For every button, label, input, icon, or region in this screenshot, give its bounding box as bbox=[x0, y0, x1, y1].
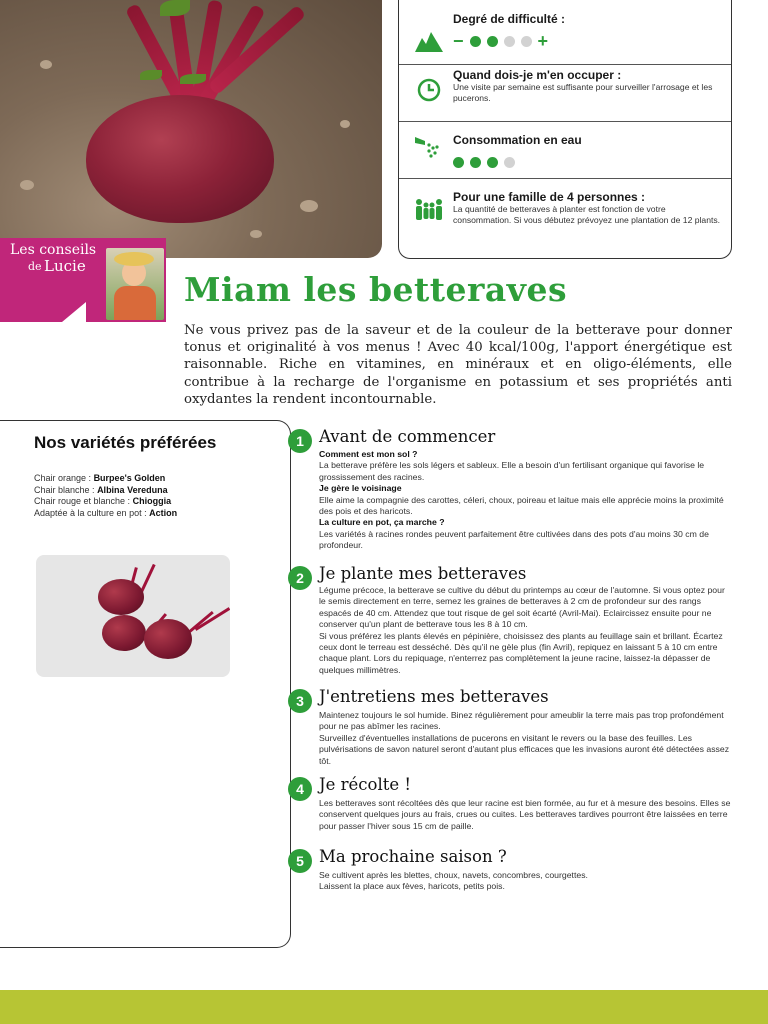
variety-item: Chair orange : Burpee's Golden bbox=[34, 473, 166, 483]
difficulty-row bbox=[399, 0, 731, 65]
water-rating bbox=[453, 157, 515, 168]
rating-dot bbox=[453, 157, 464, 168]
difficulty-title: Degré de difficulté : bbox=[453, 12, 566, 26]
step-number: 4 bbox=[288, 777, 312, 801]
footer-bar bbox=[0, 990, 768, 1024]
when-row bbox=[399, 64, 731, 122]
rating-dot bbox=[487, 36, 498, 47]
beetroots-photo bbox=[36, 555, 230, 677]
clock-icon bbox=[415, 78, 443, 102]
section-title: Je récolte ! bbox=[319, 775, 411, 794]
rating-dot bbox=[521, 36, 532, 47]
plus-icon: + bbox=[537, 31, 549, 51]
step-number: 2 bbox=[288, 566, 312, 590]
conseils-lucie-badge bbox=[0, 238, 166, 322]
variety-item: Adaptée à la culture en pot : Action bbox=[34, 507, 178, 518]
hero-beetroot-photo bbox=[0, 0, 382, 258]
section-title: Avant de commencer bbox=[319, 427, 496, 446]
rating-dot bbox=[470, 36, 481, 47]
badge-line2: de bbox=[28, 260, 42, 273]
watering-icon bbox=[415, 135, 443, 159]
family-icon bbox=[415, 198, 443, 222]
section-body: Se cultivent après les blettes, choux, navets, concombres, courgettes. Laissent la place aux fèves, haricots, petits pois. bbox=[319, 870, 588, 892]
when-title: Quand dois-je m'en occuper : bbox=[453, 68, 622, 82]
page-title: Miam les betteraves bbox=[184, 270, 568, 309]
section-body: Maintenez toujours le sol humide. Binez régulièrement pour ameublir la terre mais pas trop profondément pour ne pas abîmer les racines. Surveillez d'éventuelles installations de pucerons en visitant le revers ou la base des feuilles. Les pulvérisations de savon naturel seront d'autant plus efficaces que les invasions auront été détectées assez tôt. bbox=[319, 710, 730, 766]
info-box bbox=[398, 0, 732, 259]
rating-dot bbox=[470, 157, 481, 168]
family-text: La quantité de betteraves à planter est fonction de votre consommation. Si vous débutez prévoyez une plantation de 12 plants. bbox=[453, 204, 721, 225]
section-body: Comment est mon sol ? La betterave préfère les sols légers et sableux. Elle a besoin d'un fertilisant organique qui favorise le grossissement des racines. Je gère le voisinage Elle aime la compagnie des carottes, céleri, choux, poireau et laitue mais elle apprécie moins la proximité des pois et des haricots. La culture en pot, ça marche ? Les variétés à racines rondes peuvent parfaitement être cultivées dans des pots d'au moins 30 cm de profondeur. bbox=[319, 449, 724, 551]
section-body: Légume précoce, la betterave se cultive du début du printemps au cœur de l'automne. Si vous optez pour le semis directement en terre, semez les graines de betteraves à 2 cm de profondeur sur des rangs espacés de 40 cm. Attendez que tout risque de gel soit écarté (Avril-Mai). Eclaircissez ensuite pour ne conserver qu'un plant de betterave tous les 8 à 10 cm. Si vous préférez les plants élevés en pépinière, choisissez des plants au feuillage sain et brillant. Écartez ceux dont le terreau est desséché. Dès qu'il ne gèle plus (fin Avril), repiquez en laissant 5 à 10 cm entre chaque plant. Lors du repiquage, n'enterrez pas complètement la jeune racine, laissez-la dépasser de quelques millimètres. bbox=[319, 585, 725, 675]
variety-item: Chair blanche : Albina Vereduna bbox=[34, 484, 168, 495]
badge-line1: Les conseils bbox=[10, 242, 97, 258]
section-body: Les betteraves sont récoltées dès que leur racine est bien formée, au fur et à mesure des besoins. Elles se conservent quelques jours au frais, crues ou cuites. Les betteraves tardives pourront être laissées en terre pour passer l'hiver sous 15 cm de paille. bbox=[319, 798, 731, 831]
variety-item: Chair rouge et blanche : Chioggia bbox=[34, 496, 172, 506]
family-title: Pour une famille de 4 personnes : bbox=[453, 190, 646, 204]
rating-dot bbox=[504, 157, 515, 168]
varieties-list bbox=[34, 473, 177, 519]
step-number: 1 bbox=[288, 429, 312, 453]
water-row bbox=[399, 121, 731, 179]
varieties-title: Nos variétés préférées bbox=[34, 433, 217, 452]
section-title: J'entretiens mes betteraves bbox=[319, 687, 549, 706]
varieties-box bbox=[0, 420, 291, 948]
minus-icon: − bbox=[453, 31, 464, 51]
step-number: 5 bbox=[288, 849, 312, 873]
water-title: Consommation en eau bbox=[453, 133, 582, 147]
section-title: Je plante mes betteraves bbox=[319, 564, 527, 583]
lucie-avatar bbox=[106, 248, 164, 320]
badge-line3: Lucie bbox=[44, 257, 86, 275]
intro-paragraph: Ne vous privez pas de la saveur et de la couleur de la betterave pour donner tonus et originalité à vos menus ! Avec 40 kcal/100g, l'apport énergétique est raisonnable. Riche en vitamines, en minéraux et en oligo-éléments, elle contribue à la recharge de l'organisme en potassium et ses propriétés anti oxydantes la rendent incontournable. bbox=[184, 323, 732, 407]
rating-dot bbox=[504, 36, 515, 47]
mountain-icon bbox=[415, 30, 443, 54]
section-title: Ma prochaine saison ? bbox=[319, 847, 507, 866]
rating-dot bbox=[487, 157, 498, 168]
difficulty-rating bbox=[453, 31, 549, 51]
step-number: 3 bbox=[288, 689, 312, 713]
family-row bbox=[399, 178, 731, 258]
when-text: Une visite par semaine est suffisante pour surveiller l'arrosage et les pucerons. bbox=[453, 82, 713, 103]
